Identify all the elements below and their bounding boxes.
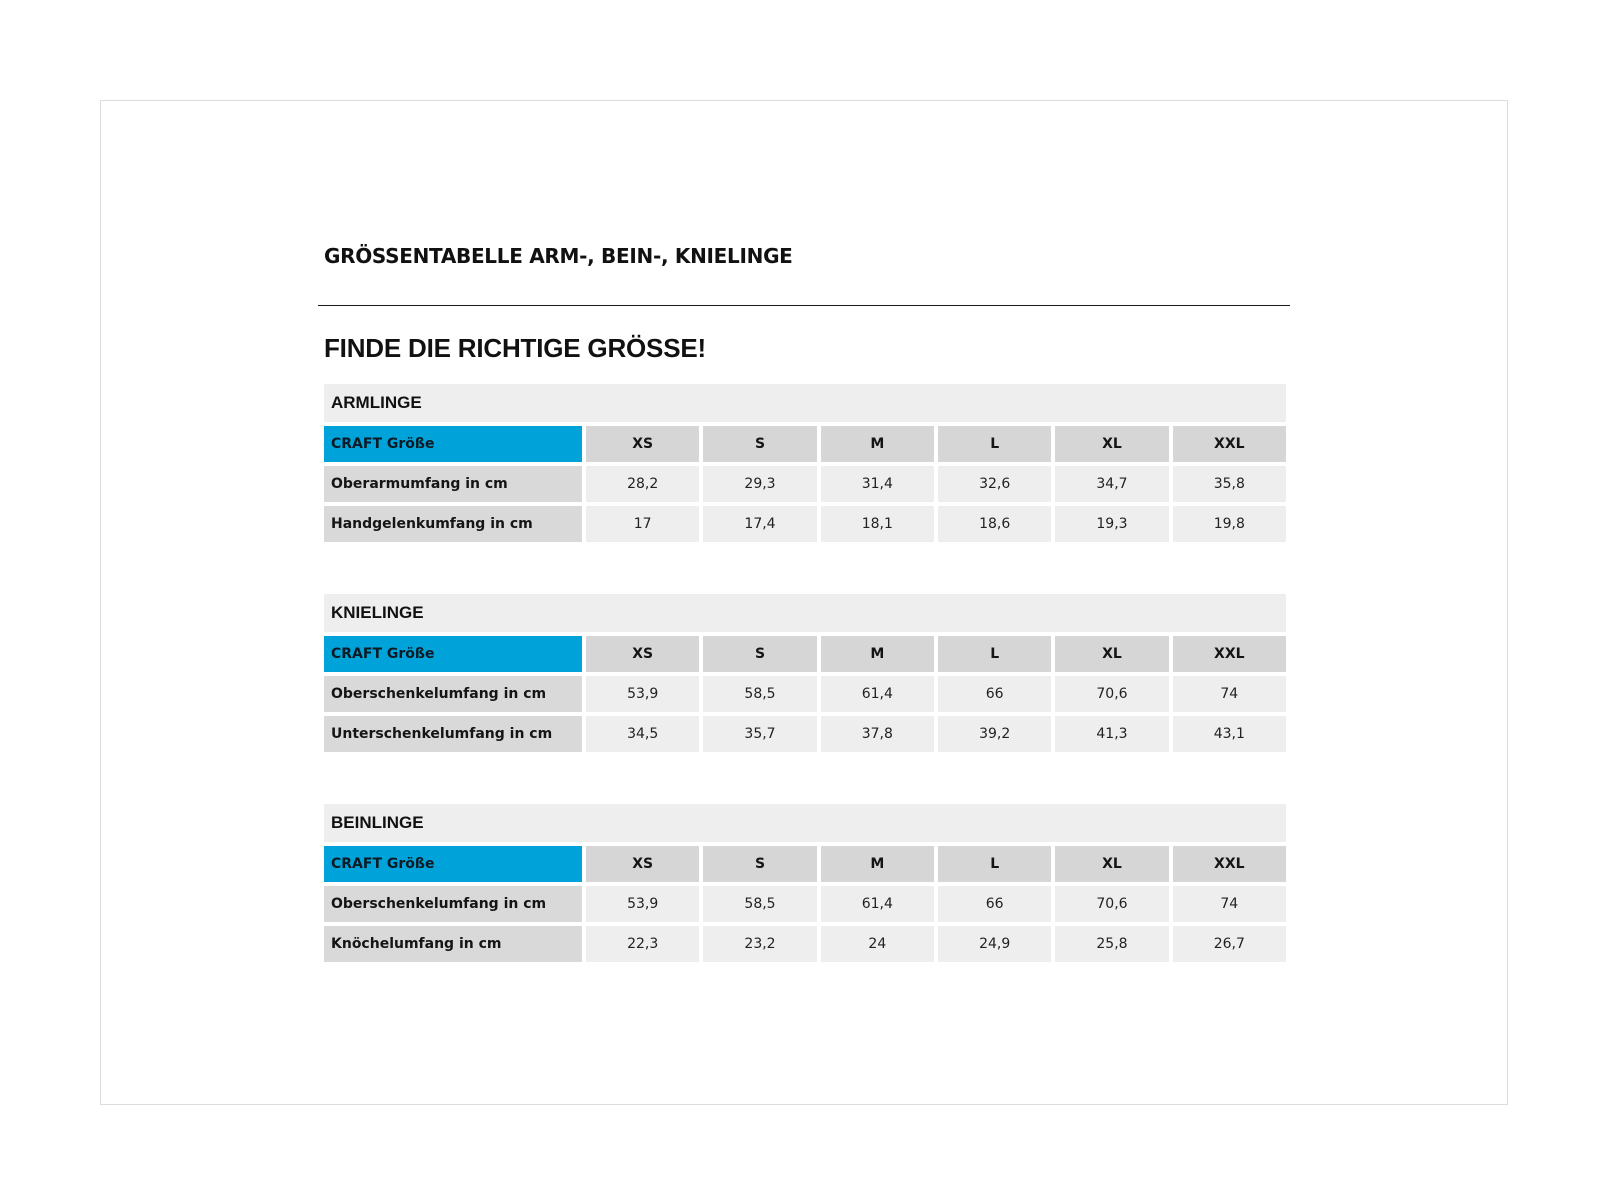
- size-table-beinlinge: [324, 804, 1286, 962]
- size-header-label: CRAFT Größe: [324, 846, 582, 882]
- measurement-value: 35,8: [1173, 466, 1286, 502]
- measurement-value: 53,9: [586, 676, 699, 712]
- size-header-label: CRAFT Größe: [324, 636, 582, 672]
- size-header-cell: M: [821, 636, 934, 672]
- measurement-value: 74: [1173, 676, 1286, 712]
- size-header-cell: XL: [1055, 636, 1168, 672]
- size-header-cell: XL: [1055, 426, 1168, 462]
- measurement-value: 61,4: [821, 676, 934, 712]
- size-header-label: CRAFT Größe: [324, 426, 582, 462]
- measurement-value: 32,6: [938, 466, 1051, 502]
- measurement-value: 41,3: [1055, 716, 1168, 752]
- measurement-value: 43,1: [1173, 716, 1286, 752]
- measurement-value: 18,6: [938, 506, 1051, 542]
- size-header-cell: L: [938, 846, 1051, 882]
- section-heading: ARMLINGE: [324, 384, 1286, 422]
- measurement-label: Handgelenkumfang in cm: [324, 506, 582, 542]
- measurement-label: Knöchelumfang in cm: [324, 926, 582, 962]
- size-header-cell: XXL: [1173, 426, 1286, 462]
- size-header-cell: M: [821, 846, 934, 882]
- size-header-cell: XS: [586, 426, 699, 462]
- measurement-value: 17,4: [703, 506, 816, 542]
- size-header-cell: XS: [586, 846, 699, 882]
- size-header-cell: XS: [586, 636, 699, 672]
- section-heading: BEINLINGE: [324, 804, 1286, 842]
- measurement-label: Oberschenkelumfang in cm: [324, 886, 582, 922]
- size-grid: [324, 846, 1286, 962]
- measurement-value: 74: [1173, 886, 1286, 922]
- measurement-value: 28,2: [586, 466, 699, 502]
- size-grid: [324, 426, 1286, 542]
- measurement-value: 58,5: [703, 676, 816, 712]
- page-subtitle: FINDE DIE RICHTIGE GRÖSSE!: [324, 333, 706, 363]
- measurement-value: 35,7: [703, 716, 816, 752]
- measurement-value: 29,3: [703, 466, 816, 502]
- measurement-value: 22,3: [586, 926, 699, 962]
- title-divider: [318, 305, 1290, 306]
- measurement-value: 58,5: [703, 886, 816, 922]
- size-header-cell: S: [703, 846, 816, 882]
- measurement-value: 39,2: [938, 716, 1051, 752]
- measurement-value: 18,1: [821, 506, 934, 542]
- size-header-cell: XL: [1055, 846, 1168, 882]
- measurement-value: 26,7: [1173, 926, 1286, 962]
- size-header-cell: L: [938, 636, 1051, 672]
- measurement-value: 25,8: [1055, 926, 1168, 962]
- measurement-value: 61,4: [821, 886, 934, 922]
- measurement-value: 19,8: [1173, 506, 1286, 542]
- size-header-cell: M: [821, 426, 934, 462]
- page-title: GRÖSSENTABELLE ARM-, BEIN-, KNIELINGE: [324, 244, 793, 268]
- measurement-label: Oberschenkelumfang in cm: [324, 676, 582, 712]
- measurement-value: 53,9: [586, 886, 699, 922]
- measurement-value: 24: [821, 926, 934, 962]
- measurement-value: 23,2: [703, 926, 816, 962]
- measurement-value: 66: [938, 676, 1051, 712]
- size-header-cell: S: [703, 636, 816, 672]
- measurement-value: 31,4: [821, 466, 934, 502]
- measurement-label: Oberarmumfang in cm: [324, 466, 582, 502]
- measurement-value: 66: [938, 886, 1051, 922]
- size-header-cell: XXL: [1173, 846, 1286, 882]
- measurement-value: 17: [586, 506, 699, 542]
- size-header-cell: XXL: [1173, 636, 1286, 672]
- measurement-value: 34,5: [586, 716, 699, 752]
- measurement-value: 37,8: [821, 716, 934, 752]
- measurement-value: 19,3: [1055, 506, 1168, 542]
- size-table-armlinge: [324, 384, 1286, 542]
- measurement-label: Unterschenkelumfang in cm: [324, 716, 582, 752]
- section-heading: KNIELINGE: [324, 594, 1286, 632]
- measurement-value: 70,6: [1055, 886, 1168, 922]
- size-grid: [324, 636, 1286, 752]
- size-header-cell: L: [938, 426, 1051, 462]
- size-header-cell: S: [703, 426, 816, 462]
- measurement-value: 24,9: [938, 926, 1051, 962]
- measurement-value: 34,7: [1055, 466, 1168, 502]
- measurement-value: 70,6: [1055, 676, 1168, 712]
- size-table-knielinge: [324, 594, 1286, 752]
